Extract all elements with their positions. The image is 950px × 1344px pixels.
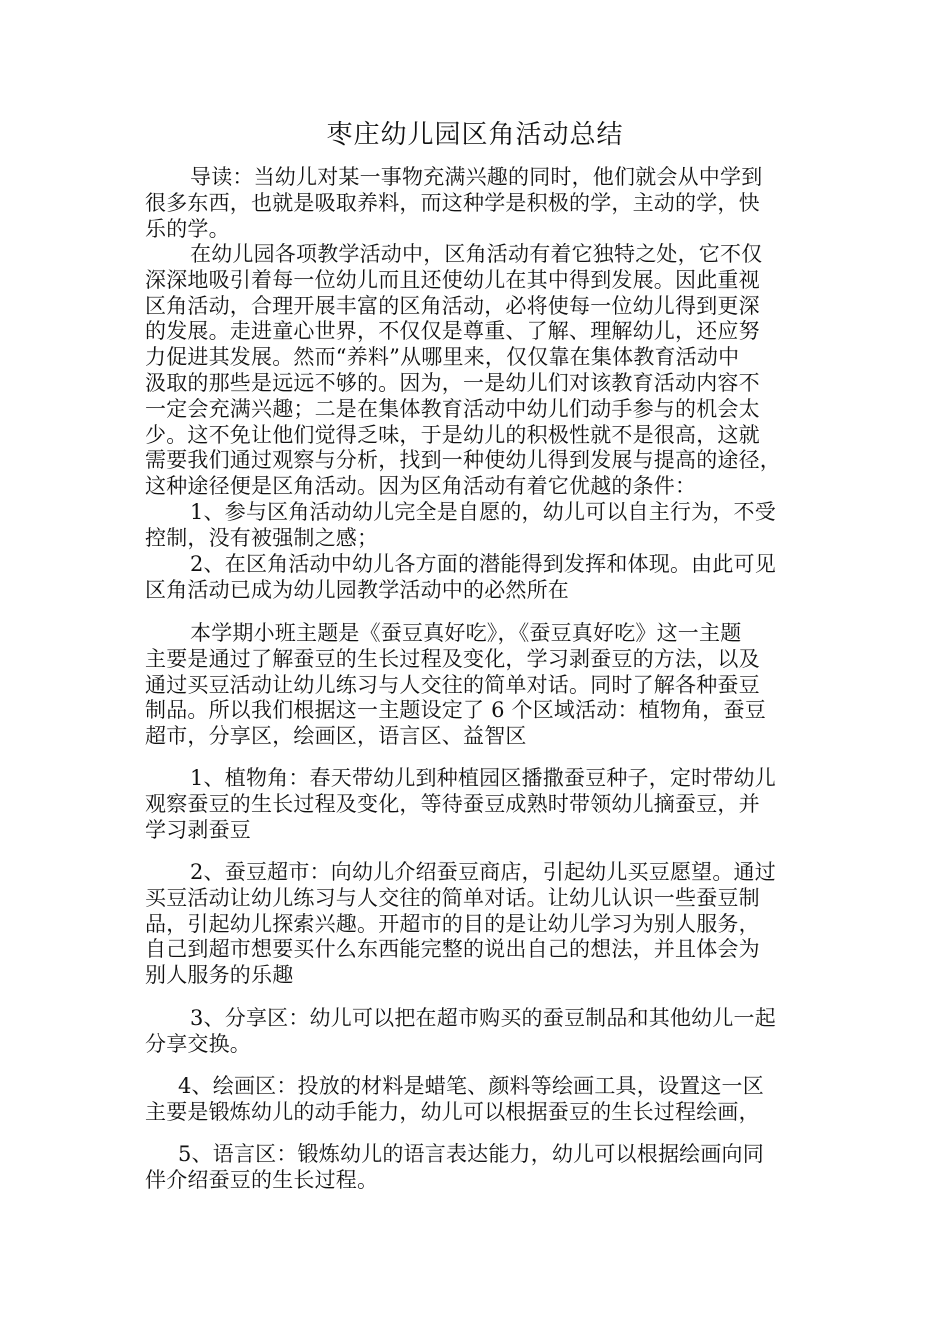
text-line: 伴介绍蚕豆的生长过程。 <box>145 1167 379 1192</box>
text-line: 学习剥蚕豆 <box>145 817 251 842</box>
text-line: 很多东西，也就是吸取养料，而这种学是积极的学，主动的学，快 <box>145 190 760 215</box>
area-item-1 <box>145 766 815 843</box>
text-line: 乐的学。 <box>145 216 230 241</box>
text-line: 主要是锻炼幼儿的动手能力，幼儿可以根据蚕豆的生长过程绘画， <box>145 1099 760 1124</box>
area-item-2 <box>145 860 815 989</box>
text-line: 主要是通过了解蚕豆的生长过程及变化，学习剥蚕豆的方法，以及 <box>145 646 760 671</box>
text-line: 别人服务的乐趣 <box>145 963 294 988</box>
text-line: 分享交换。 <box>145 1031 251 1056</box>
body-paragraph-1 <box>145 242 815 500</box>
area-item-3 <box>145 1006 815 1058</box>
text-line: 本学期小班主题是《蚕豆真好吃》，《蚕豆真好吃》这一主题 <box>190 621 742 645</box>
text-line: 5、语言区：锻炼幼儿的语言表达能力，幼儿可以根据绘画向同 <box>178 1142 764 1166</box>
text-line: 的发展。走进童心世界，不仅仅是尊重、了解、理解幼儿，还应努 <box>145 319 760 344</box>
text-line: 观察蚕豆的生长过程及变化，等待蚕豆成熟时带领幼儿摘蚕豆，并 <box>145 791 760 816</box>
text-line: 需要我们通过观察与分析，找到一种使幼儿得到发展与提高的途径， <box>145 448 781 473</box>
text-line: 区角活动，合理开展丰富的区角活动，必将使每一位幼儿得到更深 <box>145 293 760 318</box>
text-line: 自己到超市想要买什么东西能完整的说出自己的想法，并且体会为 <box>145 937 760 962</box>
area-item-5 <box>145 1142 815 1194</box>
text-line: 4、绘画区：投放的材料是蜡笔、颜料等绘画工具，设置这一区 <box>178 1074 764 1098</box>
text-line: 1、参与区角活动幼儿完全是自愿的，幼儿可以自主行为，不受 <box>190 500 776 524</box>
text-line: 汲取的那些是远远不够的。因为，一是幼儿们对该教育活动内容不 <box>145 370 760 395</box>
text-line: 1、植物角：春天带幼儿到种植园区播撒蚕豆种子，定时带幼儿 <box>190 766 776 790</box>
text-line: 导读：当幼儿对某一事物充满兴趣的同时，他们就会从中学到 <box>190 165 763 189</box>
text-line: 制品。所以我们根据这一主题设定了 6 个区域活动：植物角，蚕豆 <box>145 698 766 723</box>
text-line: 在幼儿园各项教学活动中，区角活动有着它独特之处，它不仅 <box>190 242 763 266</box>
text-line: 深深地吸引着每一位幼儿而且还使幼儿在其中得到发展。因此重视 <box>145 267 760 292</box>
text-line: 一定会充满兴趣；二是在集体教育活动中幼儿们动手参与的机会太 <box>145 396 760 421</box>
text-line: 控制，没有被强制之感； <box>145 525 379 550</box>
text-line: 3、分享区：幼儿可以把在超市购买的蚕豆制品和其他幼儿一起 <box>190 1006 776 1030</box>
body-paragraph-2 <box>145 621 815 750</box>
text-line: 这种途径便是区角活动。因为区角活动有着它优越的条件： <box>145 474 697 499</box>
text-line: 区角活动已成为幼儿园教学活动中的必然所在 <box>145 577 569 602</box>
text-line: 买豆活动让幼儿练习与人交往的简单对话。让幼儿认识一些蚕豆制 <box>145 885 760 910</box>
text-line: 品，引起幼儿探索兴趣。开超市的目的是让幼儿学习为别人服务， <box>145 911 760 936</box>
text-line: 2、蚕豆超市：向幼儿介绍蚕豆商店，引起幼儿买豆愿望。通过 <box>190 860 776 884</box>
text-line: 通过买豆活动让幼儿练习与人交往的简单对话。同时了解各种蚕豆 <box>145 672 760 697</box>
document-title: 枣庄幼儿园区角活动总结 <box>326 120 624 150</box>
intro-paragraph <box>145 165 815 242</box>
condition-item-1 <box>145 500 815 552</box>
text-line: 2、在区角活动中幼儿各方面的潜能得到发挥和体现。由此可见 <box>190 552 776 576</box>
text-line: 超市，分享区，绘画区，语言区、益智区 <box>145 724 527 749</box>
text-line: 力促进其发展。然而“养料”从哪里来，仅仅靠在集体教育活动中 <box>145 345 740 370</box>
area-item-4 <box>145 1074 815 1126</box>
text-line: 少。这不免让他们觉得乏味，于是幼儿的积极性就不是很高，这就 <box>145 422 760 447</box>
condition-item-2 <box>145 552 815 604</box>
